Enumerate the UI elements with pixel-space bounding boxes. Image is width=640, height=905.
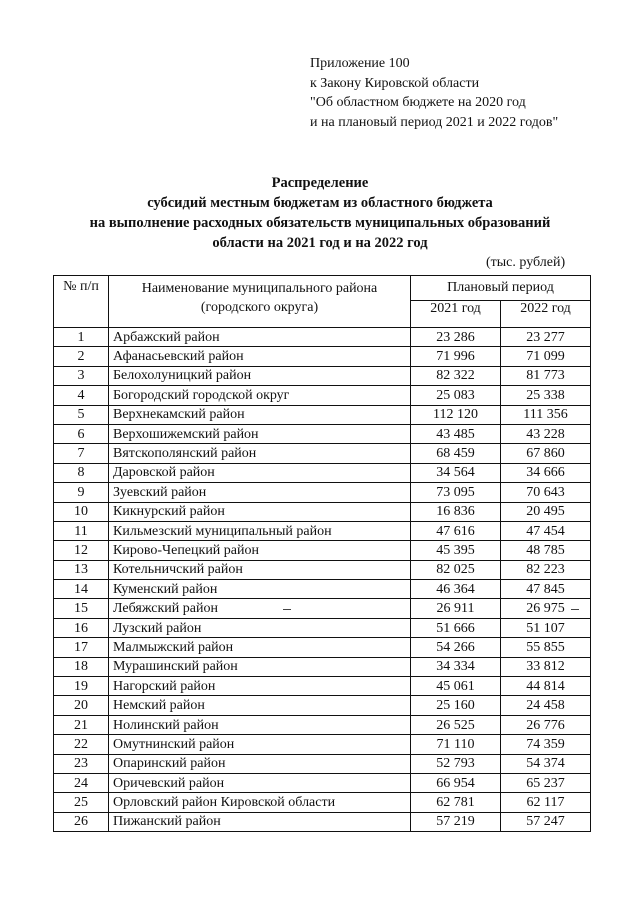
row-number: 12: [54, 541, 109, 560]
table-row: [54, 541, 591, 560]
row-value-2021: 45 061: [411, 677, 501, 696]
row-district-name: Афанасьевский район: [109, 347, 411, 366]
row-number: 7: [54, 444, 109, 463]
table-row: [54, 463, 591, 482]
row-number: 16: [54, 618, 109, 637]
row-value-2022: 65 237: [501, 773, 591, 792]
row-value-2022: 111 356: [501, 405, 591, 424]
row-value-2021: 34 564: [411, 463, 501, 482]
row-number: 9: [54, 483, 109, 502]
row-district-name: Немский район: [109, 696, 411, 715]
row-district-name: Верхнекамский район: [109, 405, 411, 424]
row-district-name: Мурашинский район: [109, 657, 411, 676]
row-value-2022: 26 776: [501, 715, 591, 734]
row-number: 14: [54, 580, 109, 599]
row-number: 5: [54, 405, 109, 424]
row-district-name: Верхошижемский район: [109, 424, 411, 443]
column-header-name-line-1: Наименование муниципального района: [141, 281, 378, 296]
table-row: [54, 483, 591, 502]
heading-line-2: субсидий местным бюджетам из областного бюджета: [147, 195, 493, 211]
row-number: 23: [54, 754, 109, 773]
units-label: (тыс. рублей): [486, 255, 566, 270]
row-value-2021: 82 322: [411, 366, 501, 385]
row-value-2021: 25 160: [411, 696, 501, 715]
table-row: [54, 715, 591, 734]
row-value-2022: 57 247: [501, 812, 591, 831]
row-number: 24: [54, 773, 109, 792]
row-number: 21: [54, 715, 109, 734]
heading-line-3: на выполнение расходных обязательств муниципальных образований: [89, 215, 551, 231]
subsidy-table: [53, 275, 591, 832]
row-value-2022: 43 228: [501, 424, 591, 443]
row-value-2021: 57 219: [411, 812, 501, 831]
row-value-2022: 67 860: [501, 444, 591, 463]
row-district-name: Омутнинский район: [109, 735, 411, 754]
column-header-2022: 2022 год: [501, 301, 591, 328]
table-row: [54, 657, 591, 676]
row-value-2021: 26 525: [411, 715, 501, 734]
annex-title: Приложение 100: [310, 56, 410, 71]
scan-mark: [283, 609, 291, 610]
row-number: 15: [54, 599, 109, 618]
table-row: [54, 347, 591, 366]
row-value-2022: 70 643: [501, 483, 591, 502]
row-number: 3: [54, 366, 109, 385]
document-heading: [0, 173, 640, 253]
table-row: [54, 424, 591, 443]
row-number: 13: [54, 560, 109, 579]
row-district-name: Оричевский район: [109, 773, 411, 792]
row-number: 25: [54, 793, 109, 812]
table-body: [54, 328, 591, 832]
row-number: 1: [54, 328, 109, 347]
row-value-2022: 55 855: [501, 638, 591, 657]
table-row: [54, 366, 591, 385]
row-value-2021: 52 793: [411, 754, 501, 773]
column-header-name-line-2: (городского округа): [200, 300, 319, 315]
row-value-2022: 23 277: [501, 328, 591, 347]
table-row: [54, 677, 591, 696]
row-value-2022: 34 666: [501, 463, 591, 482]
column-header-period: Плановый период: [411, 276, 591, 301]
row-value-2021: 23 286: [411, 328, 501, 347]
row-value-2022: 51 107: [501, 618, 591, 637]
column-header-name: [109, 276, 411, 328]
annex-law-period-line: и на плановый период 2021 и 2022 годов": [310, 114, 559, 130]
table-row: [54, 328, 591, 347]
row-value-2022: 26 975: [501, 599, 591, 618]
row-district-name: Нагорский район: [109, 677, 411, 696]
table-row: [54, 521, 591, 540]
table-row: [54, 735, 591, 754]
row-district-name: Кирово-Чепецкий район: [109, 541, 411, 560]
row-value-2021: 54 266: [411, 638, 501, 657]
row-district-name: Опаринский район: [109, 754, 411, 773]
row-district-name: Лебяжский район: [109, 599, 411, 618]
row-value-2022: 82 223: [501, 560, 591, 579]
annex-law-line: к Закону Кировской области: [310, 75, 480, 91]
table-row: [54, 618, 591, 637]
row-district-name: Котельничский район: [109, 560, 411, 579]
row-district-name: Богородский городской округ: [109, 386, 411, 405]
row-district-name: Нолинский район: [109, 715, 411, 734]
table-row: [54, 754, 591, 773]
row-number: 10: [54, 502, 109, 521]
row-number: 20: [54, 696, 109, 715]
row-value-2021: 26 911: [411, 599, 501, 618]
table-row: [54, 812, 591, 831]
table-row: [54, 560, 591, 579]
row-value-2022: 62 117: [501, 793, 591, 812]
table-row: [54, 580, 591, 599]
row-value-2022: 20 495: [501, 502, 591, 521]
table-row: [54, 638, 591, 657]
row-value-2021: 46 364: [411, 580, 501, 599]
row-value-2022: 48 785: [501, 541, 591, 560]
row-district-name: Куменский район: [109, 580, 411, 599]
row-district-name: Кильмезский муниципальный район: [109, 521, 411, 540]
column-header-number: № п/п: [54, 276, 109, 328]
table-row: [54, 599, 591, 618]
scan-mark: [571, 609, 579, 610]
row-district-name: Белохолуницкий район: [109, 366, 411, 385]
annex-reference: [310, 54, 558, 132]
row-number: 19: [54, 677, 109, 696]
row-value-2021: 34 334: [411, 657, 501, 676]
table-row: [54, 502, 591, 521]
table-row: [54, 696, 591, 715]
row-value-2021: 43 485: [411, 424, 501, 443]
row-value-2021: 66 954: [411, 773, 501, 792]
row-value-2022: 47 845: [501, 580, 591, 599]
row-value-2021: 71 996: [411, 347, 501, 366]
row-number: 2: [54, 347, 109, 366]
row-value-2021: 25 083: [411, 386, 501, 405]
row-value-2022: 24 458: [501, 696, 591, 715]
row-number: 11: [54, 521, 109, 540]
row-value-2021: 47 616: [411, 521, 501, 540]
row-district-name: Лузский район: [109, 618, 411, 637]
row-district-name: Вятскополянский район: [109, 444, 411, 463]
row-number: 18: [54, 657, 109, 676]
row-value-2022: 33 812: [501, 657, 591, 676]
row-district-name: Орловский район Кировской области: [109, 793, 411, 812]
row-district-name: Зуевский район: [109, 483, 411, 502]
column-header-2021: 2021 год: [411, 301, 501, 328]
row-value-2022: 44 814: [501, 677, 591, 696]
row-number: 6: [54, 424, 109, 443]
table-row: [54, 444, 591, 463]
annex-law-title-line: "Об областном бюджете на 2020 год: [310, 95, 526, 110]
row-value-2021: 68 459: [411, 444, 501, 463]
table-row: [54, 773, 591, 792]
row-district-name: Кикнурский район: [109, 502, 411, 521]
row-value-2021: 82 025: [411, 560, 501, 579]
heading-line-4: области на 2021 год и на 2022 год: [212, 235, 428, 251]
row-district-name: Пижанский район: [109, 812, 411, 831]
row-value-2021: 62 781: [411, 793, 501, 812]
row-district-name: Арбажский район: [109, 328, 411, 347]
row-value-2022: 74 359: [501, 735, 591, 754]
row-value-2022: 54 374: [501, 754, 591, 773]
row-number: 17: [54, 638, 109, 657]
row-value-2021: 51 666: [411, 618, 501, 637]
row-number: 22: [54, 735, 109, 754]
row-value-2022: 71 099: [501, 347, 591, 366]
row-value-2021: 71 110: [411, 735, 501, 754]
heading-line-1: Распределение: [271, 175, 369, 191]
row-number: 26: [54, 812, 109, 831]
table-row: [54, 386, 591, 405]
table-row: [54, 793, 591, 812]
row-value-2021: 45 395: [411, 541, 501, 560]
row-number: 8: [54, 463, 109, 482]
row-number: 4: [54, 386, 109, 405]
row-value-2022: 81 773: [501, 366, 591, 385]
row-value-2022: 25 338: [501, 386, 591, 405]
table-row: [54, 405, 591, 424]
row-district-name: Даровской район: [109, 463, 411, 482]
row-value-2021: 16 836: [411, 502, 501, 521]
row-value-2021: 73 095: [411, 483, 501, 502]
row-district-name: Малмыжский район: [109, 638, 411, 657]
row-value-2021: 112 120: [411, 405, 501, 424]
row-value-2022: 47 454: [501, 521, 591, 540]
